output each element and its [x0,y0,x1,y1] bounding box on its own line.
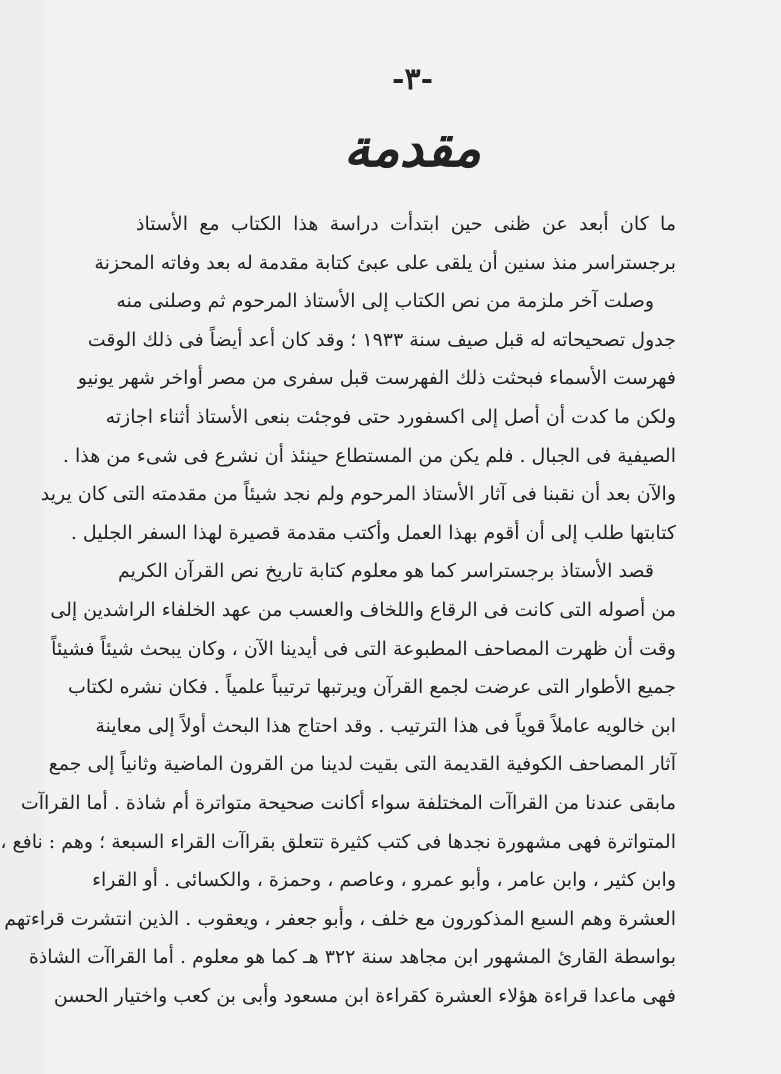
text-line: والآن بعد أن نقبنا فى آثار الأستاذ المرحوم ولم نجد شيئاً من مقدمته التى كان يريد [40,483,676,506]
text-line: وابن كثير ، وابن عامر ، وأبو عمرو ، وعاصم ، وحمزة ، والكسائى . أو القراء [92,869,676,892]
text-line: فهرست الأسماء فبحثت ذلك الفهرست قبل سفرى من مصر أواخر شهر يونيو [77,367,676,390]
text-line: ولكن ما كدت أن أصل إلى اكسفورد حتى فوجئت بنعى الأستاذ أثناء اجازته [105,405,676,428]
text-line: مابقى عندنا من القراآت المختلفة سواء أكانت صحيحة متواترة أم شاذة . أما القراآت [20,791,676,814]
text-line: جميع الأطوار التى عرضت لجمع القرآن ويرتبها ترتيباً علمياً . فكان نشره لكتاب [67,676,676,699]
text-line: ابن خالويه عاملاً قوياً فى هذا الترتيب . وقد احتاج هذا البحث أولاً إلى معاينة [95,714,676,737]
text-line: فهى ماعدا قراءة هؤلاء العشرة كقراءة ابن مسعود وأبى بن كعب واختيار الحسن [53,984,676,1007]
text-line: ما كان أبعد عن ظنى حين ابتدأت دراسة هذا الكتاب مع الأستاذ [136,213,676,235]
text-line: العشرة وهم السبع المذكورون مع خلف ، وأبو جعفر ، ويعقوب . الذين انتشرت قراءتهم [4,907,676,930]
text-line: آثار المصاحف الكوفية القديمة التى بقيت لدينا من القرون الماضية وثانياً إلى جمع [48,753,676,776]
text-line: وصلت آخر ملزمة من نص الكتاب إلى الأستاذ المرحوم ثم وصلنى منه [116,290,654,313]
text-line: وقت أن ظهرت المصاحف المطبوعة التى فى أيدينا الآن ، وكان يبحث شيئاً فشيئاً [51,637,676,660]
text-line: الصيفية فى الجبال . فلم يكن من المستطاع حينئذ أن نشرع فى شىء من هذا . [62,444,676,467]
text-line: قصد الأستاذ برجستراسر كما هو معلوم كتابة تاريخ نص القرآن الكريم [118,560,654,583]
text-line: جدول تصحيحاته له قبل صيف سنة ١٩٣٣ ؛ وقد كان أعد أيضاً فى ذلك الوقت [87,328,676,351]
text-line: بواسطة القارئ المشهور ابن مجاهد سنة ٣٢٢ هـ كما هو معلوم . أما القراآت الشاذة [28,946,676,969]
page-title: مقدمة [343,118,482,179]
text-line: برجستراسر منذ سنين أن يلقى على عبئ كتابة مقدمة له بعد وفاته المحزنة [94,251,676,274]
page-number: -٣- [391,62,434,97]
body-text [0,205,676,1015]
text-line: كتابتها طلب إلى أن أقوم بهذا العمل وأكتب مقدمة قصيرة لهذا السفر الجليل . [70,521,676,544]
text-line: من أصوله التى كانت فى الرقاع واللخاف والعسب من عهد الخلفاء الراشدين إلى [50,598,676,621]
text-line: المتواترة فهى مشهورة نجدها فى كتب كثيرة تتعلق بقراآت القراء السبعة ؛ وهم : نافع ، [0,830,676,853]
